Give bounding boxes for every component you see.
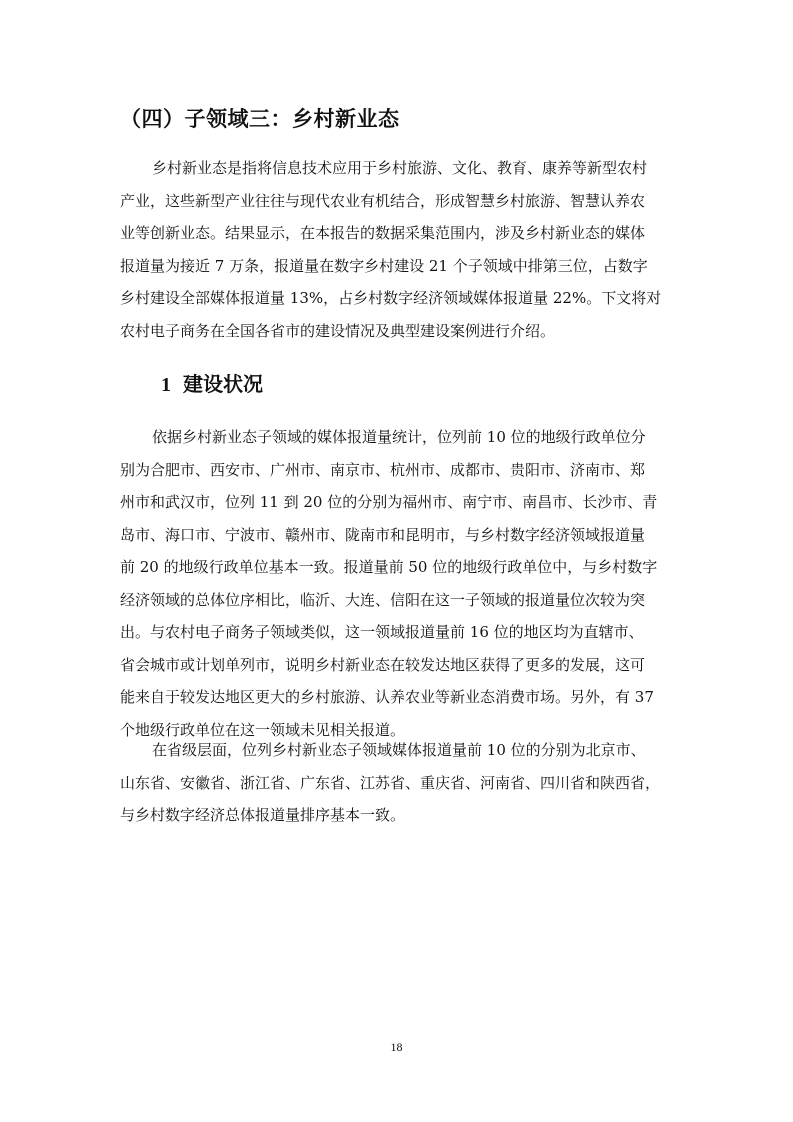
subsection-number: 1	[161, 374, 171, 396]
paragraph-line: 经济领域的总体位序相比，临沂、大连、信阳在这一子领域的报道量位次较为突	[120, 590, 646, 609]
paragraph-line: 乡村建设全部媒体报道量 13%，占乡村数字经济领域媒体报道量 22%。下文将对	[120, 289, 662, 307]
paragraph-line: 报道量为接近 7 万条，报道量在数字乡村建设 21 个子领域中排第三位，占数字	[120, 256, 648, 275]
paragraph-line: 前 20 的地级行政单位基本一致。报道量前 50 位的地级行政单位中，与乡村数字	[120, 558, 658, 576]
paragraph-line: 在省级层面，位列乡村新业态子领域媒体报道量前 10 位的分别为北京市、	[152, 741, 646, 759]
paragraph-line: 农村电子商务在全国各省市的建设情况及典型建设案例进行介绍。	[120, 321, 556, 340]
paragraph-line: 产业，这些新型产业往往与现代农业有机结合，形成智慧乡村旅游、智慧认养农	[120, 191, 646, 210]
paragraph-line: 依据乡村新业态子领域的媒体报道量统计，位列前 10 位的地级行政单位分	[152, 428, 646, 446]
paragraph-line: 别为合肥市、西安市、广州市、南京市、杭州市、成都市、贵阳市、济南市、郑	[120, 460, 646, 479]
section-heading: （四）子领域三：乡村新业态	[120, 107, 400, 131]
paragraph-line: 州市和武汉市，位列 11 到 20 位的分别为福州市、南宁市、南昌市、长沙市、青	[120, 493, 658, 511]
status-paragraph	[120, 421, 680, 746]
paragraph-line: 岛市、海口市、宁波市、赣州市、陇南市和昆明市，与乡村数字经济领域报道量	[120, 525, 646, 544]
paragraph-line: 出。与农村电子商务子领域类似，这一领域报道量前 16 位的地区均为直辖市、	[120, 623, 644, 641]
paragraph-line: 个地级行政单位在这一领域未见相关报道。	[120, 720, 406, 739]
page-number: 18	[390, 1040, 403, 1054]
paragraph-line: 省会城市或计划单列市，说明乡村新业态在较发达地区获得了更多的发展，这可	[120, 655, 646, 674]
paragraph-line: 能来自于较发达地区更大的乡村旅游、认养农业等新业态消费市场。另外，有 37	[120, 688, 654, 706]
paragraph-line: 业等创新业态。结果显示，在本报告的数据采集范围内，涉及乡村新业态的媒体	[120, 224, 646, 242]
subsection-title: 建设状况	[183, 372, 263, 396]
paragraph-line: 山东省、安徽省、浙江省、广东省、江苏省、重庆省、河南省、四川省和陕西省，	[120, 773, 661, 792]
intro-paragraph	[120, 152, 680, 347]
paragraph-line: 乡村新业态是指将信息技术应用于乡村旅游、文化、教育、康养等新型农村	[152, 159, 648, 177]
provincial-paragraph	[120, 734, 680, 832]
subsection-heading	[161, 368, 263, 397]
paragraph-line: 与乡村数字经济总体报道量排序基本一致。	[120, 806, 406, 824]
